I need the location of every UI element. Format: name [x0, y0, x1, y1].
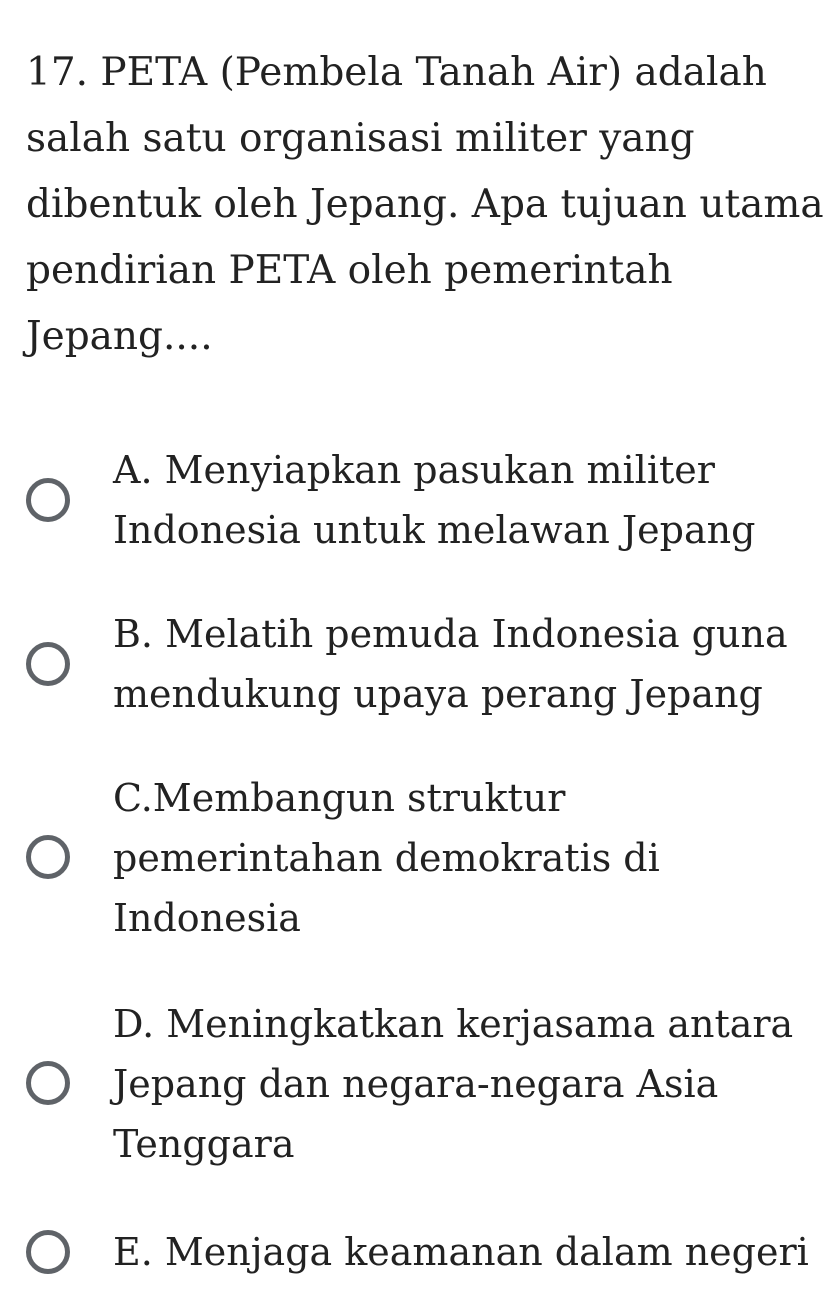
option-e-label: E. Menjaga keamanan dalam negeri — [113, 1230, 809, 1274]
option-d[interactable] — [0, 994, 834, 1174]
question-text: 17. PETA (Pembela Tanah Air) adalah salah satu organisasi militer yang dibentuk oleh Jepang. Apa tujuan utama pendirian PETA oleh pemerintah Jepang.... — [26, 50, 824, 359]
option-a[interactable] — [0, 440, 834, 560]
option-c-radio[interactable] — [26, 835, 70, 879]
option-c-label: C.Membangun struktur pemerintahan demokratis di Indonesia — [113, 776, 660, 940]
option-b-label: B. Melatih pemuda Indonesia guna mendukung upaya perang Jepang — [113, 612, 788, 716]
option-b-radio[interactable] — [26, 642, 70, 686]
option-e-radio[interactable] — [26, 1230, 70, 1274]
option-a-label: A. Menyiapkan pasukan militer Indonesia untuk melawan Jepang — [113, 448, 756, 552]
option-c[interactable] — [0, 768, 834, 948]
option-e[interactable] — [0, 1222, 834, 1282]
option-b[interactable] — [0, 604, 834, 724]
option-d-radio[interactable] — [26, 1061, 70, 1105]
option-a-radio[interactable] — [26, 478, 70, 522]
option-d-label: D. Meningkatkan kerjasama antara Jepang dan negara-negara Asia Tenggara — [113, 1002, 794, 1166]
